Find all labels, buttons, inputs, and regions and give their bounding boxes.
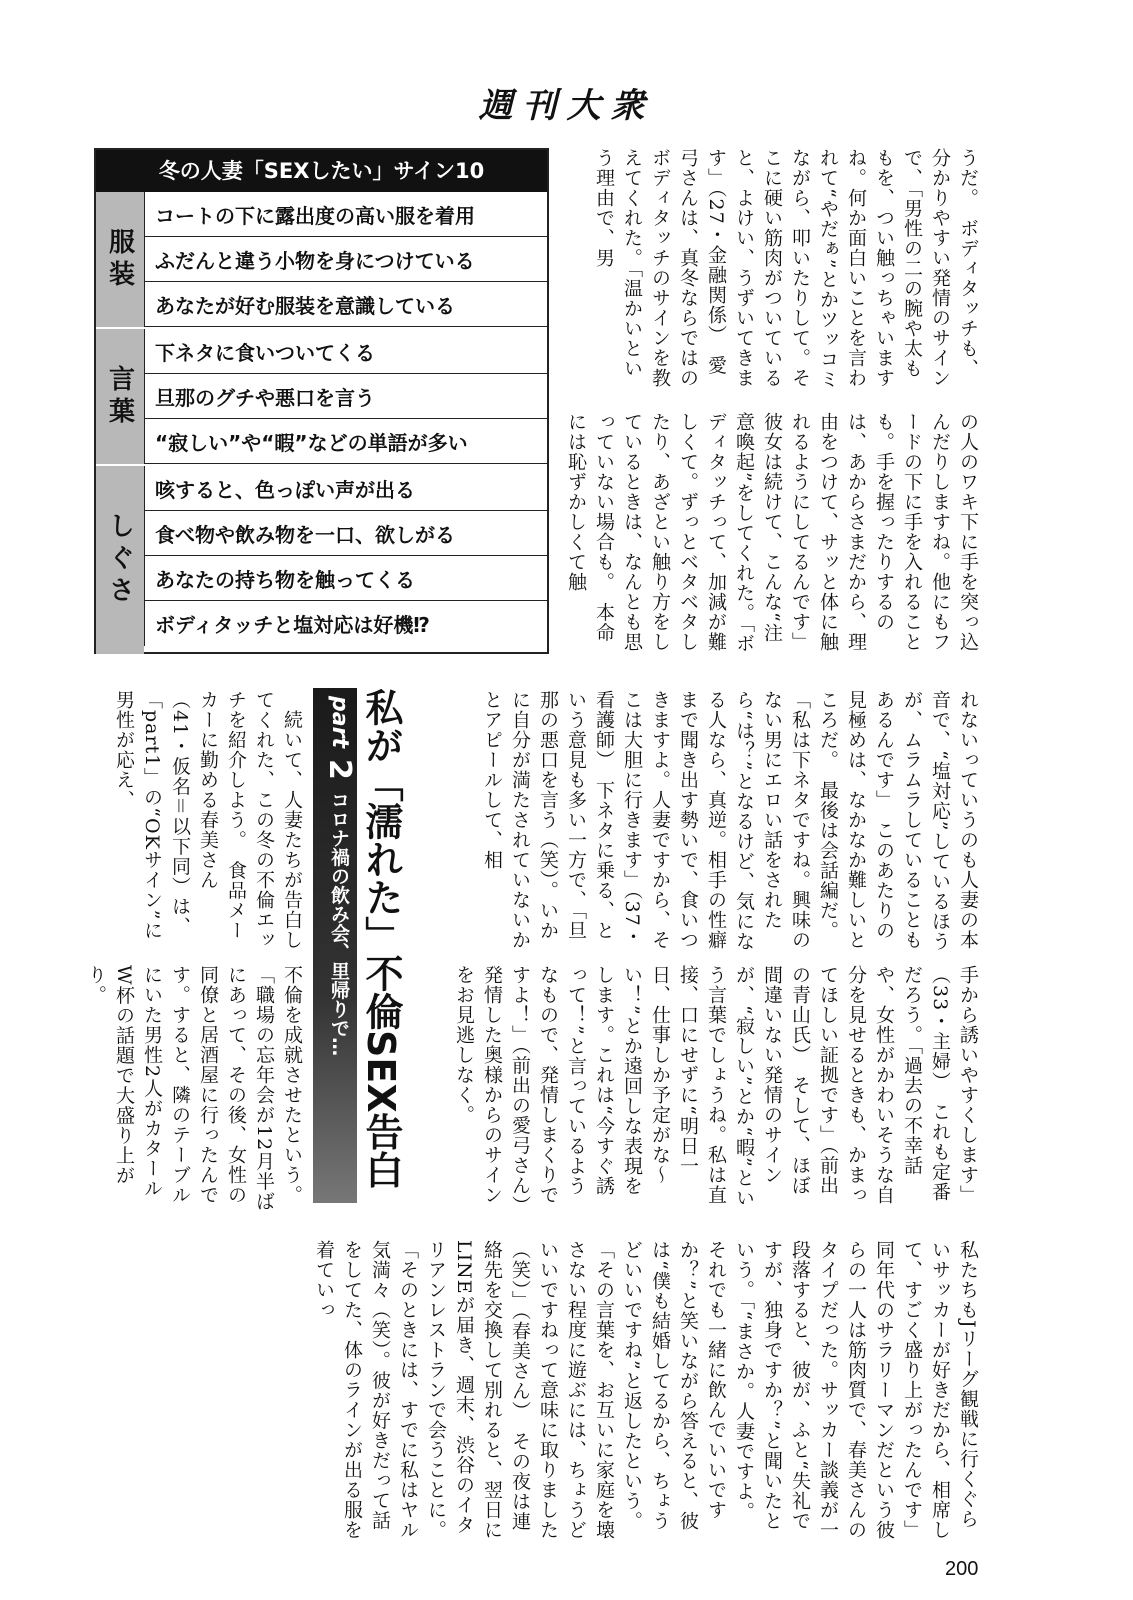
body-column-6: 不倫を成就させたという。「職場の忘年会が12月半ばにあって、その後、女性の同僚と居酒屋に行ったんです。すると、隣のテーブルにいた男性2人がカタールW杯の話題で大盛り上がり。 bbox=[85, 965, 303, 1212]
body-column-3: れないっていうのも人妻の本音で、“塩対応”しているほうが、ムラムラしていることもあるんです」 このあたりの見極めは、なかなか難しいところだ。 最後は会話編だ。「私は下ネタですね。興味のない男にエロい話をされたら“は？”となるけど、気になる人なら、真逆。相手の性癖まで聞き出す勢いで、食いつきますよ。人妻ですから、そこは大胆に行きます」（37・看護師） 下ネタに乗る、という意見も多い一方で、「旦那の悪口を言う（笑）。いかに自分が満たされていないかとアピールして、相 bbox=[481, 690, 979, 952]
body-column-1: うだ。 ボディタッチも、分かりやすい発情のサインで、「男性の二の腕や太ももを、つい触っちゃいますね。何か面白いことを言われて“やだぁ”とかツッコミながら、叩いたりして。そこに硬い筋肉がついていると、よけい、うずいてきます」（27・金融関係） 愛弓さんは、真冬ならではのボディタッチのサインを教えてくれた。「温かいという理由で、男 bbox=[593, 148, 979, 390]
masthead: 週刊大衆 bbox=[478, 86, 655, 126]
category-gestures: しぐさ bbox=[96, 466, 144, 654]
banner-part-number: 2 bbox=[322, 758, 357, 780]
table-row: あなたの持ち物を触ってくる bbox=[144, 556, 547, 601]
category-words: 言葉 bbox=[96, 329, 144, 466]
table-row: 下ネタに食いついてくる bbox=[144, 329, 547, 374]
banner-subtitle: コロナ禍の飲み会、里帰りで… bbox=[328, 790, 350, 1057]
table-row: 食べ物や飲み物を一口、欲しがる bbox=[144, 511, 547, 556]
table-row: “寂しい”や“暇”などの単語が多い bbox=[144, 419, 547, 464]
banner-subtitle-strip bbox=[313, 688, 357, 1203]
signs-table bbox=[94, 148, 549, 654]
body-column-5: 続いて、人妻たちが告白してくれた、この冬の不倫エッチを紹介しよう。 食品メーカーに勤める春美さん（41・仮名＝以下同）は、「part1」の“OKサイン”に男性が応え、 bbox=[113, 690, 303, 950]
body-column-7: 私たちもJリーグ観戦に行くぐらいサッカーが好きだから、相席して、すごく盛り上がったんです」 同年代のサラリーマンだという彼らの一人は筋肉質で、春美さんのタイプだった。サッカー談義が一段落すると、彼が、ふと“失礼ですが、独身ですか？”と聞いたという。「“まさか。人妻ですよ。それでも一緒に飲んでいいですか？”と笑いながら答えると、彼は“僕も結婚してるから、ちょうどいいですね”と返したという。「その言葉を、お互いに家庭を壊さない程度に遊ぶには、ちょうどいいですねって意味に取りました（笑）」（春美さん） その夜は連絡先を交換して別れると、翌日にLINEが届き、週末、渋谷のイタリアンレストランで会うことに。「そのときには、すでに私はヤル気満々（笑）。彼が好きだって話をしてた、体のラインが出る服を着ていっ bbox=[313, 1240, 979, 1551]
part2-banner bbox=[313, 688, 405, 1208]
body-column-4: 手から誘いやすくします」（33・主婦） これも定番だろう。「過去の不幸話や、女性がかわいそうな自分を見せるときも、かまってほしい証拠です」（前出の青山氏） そして、ほぼ間違いない発情のサインが、“寂しい”とか“暇”という言葉でしょうね。私は直接、口にせずに“明日一日、仕事しか予定がな〜い！”とか遠回しな表現をします。これは“今すぐ誘って！”と言っているようなもので、発情しまくりですよ！」（前出の愛弓さん） 発情した奥様からのサインをお見逃しなく。 bbox=[453, 965, 979, 1226]
body-column-2: の人のワキ下に手を突っ込んだりしますね。他にもフードの下に手を入れることも。手を握ったりするのは、あからさまだから、理由をつけて、サッと体に触れるようにしてるんです」 彼女は続けて、こんな“注意喚起”をしてくれた。「ボディタッチって、加減が難しくて。ずっとベタベタしたり、あざとい触り方をしているときは、なんとも思っていない場合も。 本命には恥ずかしくて触 bbox=[565, 412, 979, 663]
page-number: 200 bbox=[945, 1558, 979, 1580]
category-clothing: 服装 bbox=[96, 192, 144, 329]
table-row: 咳すると、色っぽい声が出る bbox=[144, 466, 547, 511]
banner-part-label: part bbox=[327, 696, 352, 748]
table-row: ふだんと違う小物を身につけている bbox=[144, 237, 547, 282]
table-title: 冬の人妻「SEXしたい」サイン10 bbox=[96, 150, 547, 192]
banner-title: 私が「濡れた」不倫SEX告白 bbox=[359, 688, 403, 1189]
table-row: あなたが好む服装を意識している bbox=[144, 282, 547, 327]
table-row: ボディタッチと塩対応は好機⁉ bbox=[144, 601, 547, 646]
table-row: コートの下に露出度の高い服を着用 bbox=[144, 192, 547, 237]
table-row: 旦那のグチや悪口を言う bbox=[144, 374, 547, 419]
